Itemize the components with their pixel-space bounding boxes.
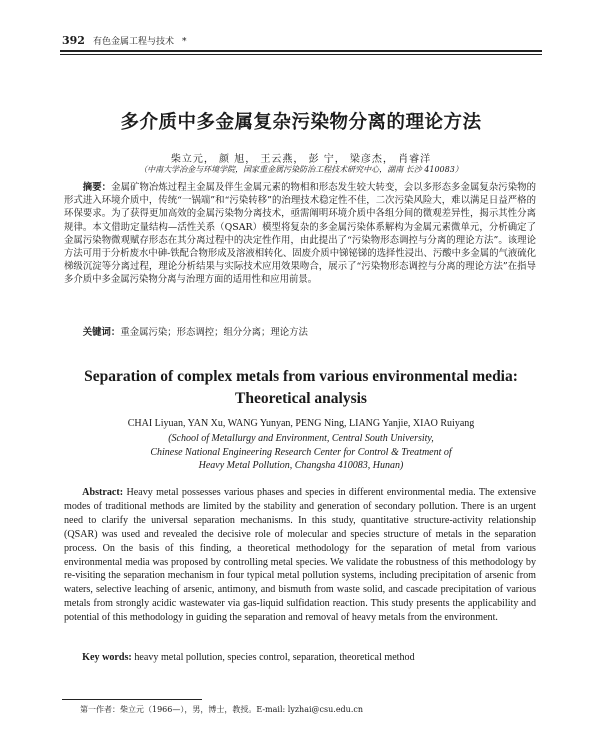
english-abstract (64, 486, 536, 625)
chinese-title: 多介质中多金属复杂污染物分离的理论方法 (120, 112, 482, 133)
english-keywords (64, 652, 536, 663)
english-affiliation-line2: Chinese National Engineering Research Center for Control & Treatment of (150, 446, 452, 458)
footnote-rule (62, 699, 202, 700)
english-affiliation-line1: (School of Metallurgy and Environment, Central South University, (168, 433, 434, 444)
chinese-keywords-label: 关键词： (82, 327, 121, 338)
chinese-authors: 柴立元， 颜 旭， 王云燕， 彭 宁， 梁彦杰， 肖睿洋 (170, 154, 432, 165)
english-affiliation-line3: Heavy Metal Pollution, Changsha 410083, Hunan) (198, 460, 404, 471)
journal-name: 有色金属工程与技术 (92, 37, 174, 47)
page-number: 392 (62, 34, 85, 47)
english-keywords-text: heavy metal pollution, species control, separation, theoretical method (134, 652, 415, 663)
english-affiliation (60, 432, 542, 473)
chinese-keywords (64, 324, 536, 338)
chinese-keywords-text: 重金属污染；形态调控；组分分离；理论方法 (120, 327, 308, 338)
english-title-line1: Separation of complex metals from various environmental media: (84, 368, 518, 385)
english-abstract-text: Heavy metal possesses various phases and species in different environmental media. The extensive modes of traditional methods are limited by the stability and generation of secondary pollution. There is an urgent need to clarify the universal separation mechanisms. In this study, quantitative structure-activity relationship (QSAR) was used and revealed the decisive role of molecular and species structure of metals in the separation process. On the basis of this finding, a theoretical methodology for the separation of metal from various environmental media was proposed by controlling metal species. We validate the robustness of this methodology by re-visiting the separation mechanism in four typical metal pollution systems, including precipitation of arsenic from waters, selective leaching of arsenic, antimony, and bismuth from waste solid, and cascade precipitation of various metals from strongly acidic wastewater via gas-liquid sulfidation reaction. This study presents the applicability and potential of this methodology in guiding the separation and removal of heavy metals from the environment. (64, 487, 536, 624)
chinese-abstract-text: 金属矿物冶炼过程主金属及伴生金属元素的物相和形态发生较大转变，会以多形态多金属复杂污染物的形式进入环境介质中，传统“一锅端”和“污染转移”的治理技术稳定性不佳，二次污染风险大，难以满足日益严格的环保要求。为了获得更加高效的金属污染物分离技术，亟需阐明环境介质中各组分间的微观差异性，揭示其性分离规律。本文借助定量结构—活性关系（QSAR）模型将复杂的多金属污染体系解构为金属元素微单元，分析确定了金属污染物微观赋存形态在其分离过程中的决定性作用，由此提出了“污染物形态调控与分离的理论方法”。该理论方法可用于分析废水中砷-铁配合物形成及溶液相转化、固废介质中锑铋锑的选择性浸出、污酸中多金属的气液硫化梯级沉淀等分离过程，理论分析结果与实际技术应用效果吻合，展示了“污染物形态调控与分离的理论方法”在指导多介质中多金属污染物分离与治理方面的适用性和应用前景。 (64, 182, 536, 286)
english-keywords-label: Key words: (82, 652, 132, 663)
chinese-affiliation: （中南大学冶金与环境学院，国家重金属污染防治工程技术研究中心，湖南 长沙 410083） (139, 165, 463, 174)
header-rule (60, 50, 542, 52)
english-abstract-label: Abstract: (82, 487, 124, 498)
running-header (62, 34, 540, 47)
english-title (60, 366, 542, 410)
author-footnote: 第一作者：柴立元（1966—），男，博士，教授。E-mail: lyzhai@csu.edu.cn (80, 705, 363, 714)
english-title-line2: Theoretical analysis (235, 390, 367, 407)
chinese-abstract (64, 181, 536, 287)
header-mark: * (181, 37, 187, 47)
header-rule-thin (60, 54, 542, 55)
chinese-abstract-label: 摘要： (82, 182, 112, 193)
english-authors: CHAI Liyuan, YAN Xu, WANG Yunyan, PENG Ning, LIANG Yanjie, XIAO Ruiyang (127, 418, 475, 429)
